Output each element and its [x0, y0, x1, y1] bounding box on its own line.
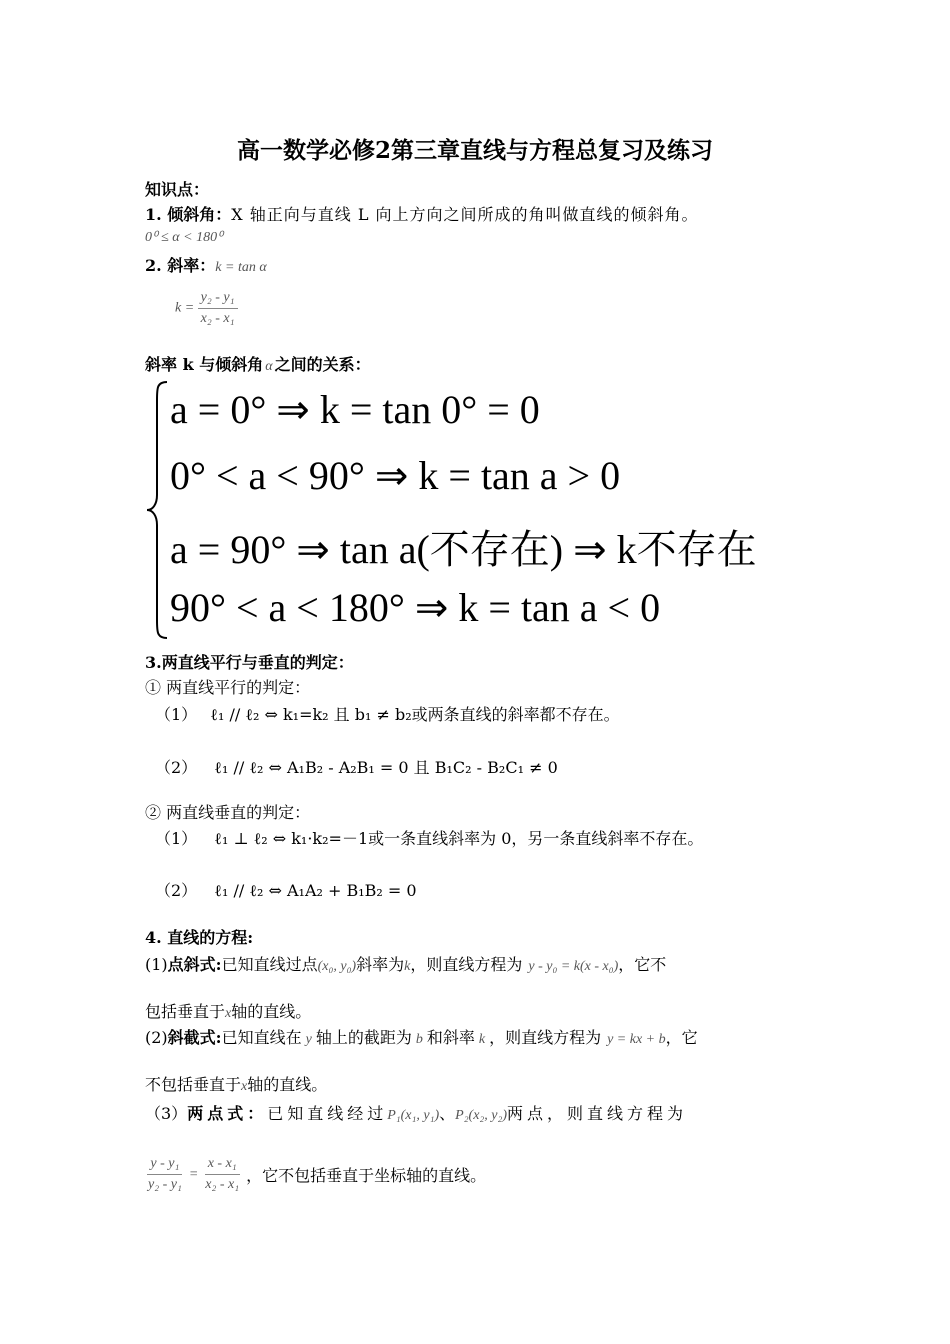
parallel-1-num: （1）	[155, 705, 198, 724]
relation-heading-b: 之间的关系：	[274, 355, 371, 374]
two-point-text-3: ，它不包括垂直于坐标轴的直线。	[246, 1166, 487, 1185]
perp-2-num: （2）	[155, 881, 198, 900]
slope-line	[145, 253, 267, 276]
slope-intercept-line-1	[145, 1025, 698, 1048]
slope-intercept-line-2	[145, 1072, 327, 1095]
two-point-label: 两点式：	[187, 1104, 268, 1123]
two-point-num: （3）	[145, 1104, 188, 1123]
slope-intercept-equation: y = kx + b	[607, 1032, 666, 1047]
perp-1-text: 或一条直线斜率为 0，另一条直线斜率不存在。	[368, 829, 704, 848]
two-point-text-1: 已知直线经过	[267, 1104, 388, 1123]
parallel-2-num: （2）	[155, 758, 198, 777]
point-slope-text-2: 斜率为	[356, 955, 405, 974]
two-point-p2: P₂(x₂, y₂)	[455, 1108, 508, 1123]
perpendicular-heading: ② 两直线垂直的判定：	[145, 803, 311, 822]
page-title: 高一数学必修2第三章直线与方程总复习及练习	[236, 137, 713, 164]
parallel-1-formula: ℓ₁ // ℓ₂ ⇔ k₁=k₂ 且 b₁ ≠ b₂	[210, 705, 412, 724]
inclination-label: 1. 倾斜角：	[145, 205, 232, 224]
point-slope-label: 点斜式:	[167, 955, 222, 974]
relation-heading-alpha: α	[265, 359, 273, 374]
two-point-rhs-den: x₂ - x₁	[205, 1177, 240, 1192]
perpendicular-criterion-2	[155, 878, 417, 901]
slope-intercept-num: (2)	[145, 1028, 168, 1047]
perpendicular-criterion-1	[155, 826, 703, 849]
slope-intercept-text-7: 轴的直线。	[247, 1075, 328, 1094]
two-point-lhs-den: y₂ - y₁	[148, 1177, 182, 1192]
relation-heading	[145, 352, 371, 375]
relation-case-4: 90° < a < 180° ⇒ k = tan a < 0	[170, 585, 661, 630]
relation-case-2: 0° < a < 90° ⇒ k = tan a > 0	[170, 453, 621, 498]
two-point-text-2: 两点，则直线方程为	[507, 1104, 688, 1123]
two-point-lhs-num: y - y₁	[147, 1156, 182, 1175]
point-slope-text-5: 包括垂直于	[145, 1002, 226, 1021]
slope-numerator: y₂ - y₁	[198, 290, 238, 309]
left-brace	[145, 380, 170, 640]
section3-heading: 3.两直线平行与垂直的判定：	[145, 653, 354, 672]
point-slope-k: k	[404, 959, 411, 974]
parallel-2-formula: ℓ₁ // ℓ₂ ⇔ A₁B₂ - A₂B₁ = 0 且 B₁C₂ - B₂C₁ ≠ 0	[214, 758, 558, 777]
slope-fraction	[198, 290, 238, 327]
parallel-1-text: 或两条直线的斜率都不存在。	[411, 705, 620, 724]
point-slope-num: (1)	[145, 955, 168, 974]
relation-heading-a: 斜率 k 与倾斜角	[145, 355, 264, 374]
slope-two-point-formula	[175, 290, 238, 327]
slope-intercept-text-6: 不包括垂直于	[145, 1075, 242, 1094]
perp-1-formula: ℓ₁ ⊥ ℓ₂ ⇔ k₁·k₂=－1	[214, 829, 369, 848]
inclination-range: 0⁰ ≤ α < 180⁰	[145, 230, 223, 245]
point-slope-text-1: 已知直线过点	[221, 955, 318, 974]
slope-intercept-text-5: ，它	[665, 1028, 698, 1047]
point-slope-equation: y - y₀ = k(x - x₀)	[528, 959, 619, 974]
slope-k: k =	[175, 300, 195, 316]
point-slope-line-2	[145, 999, 311, 1022]
slope-intercept-text-3: 和斜率	[426, 1028, 475, 1047]
perp-2-formula: ℓ₁ // ℓ₂ ⇔ A₁A₂ + B₁B₂ = 0	[214, 881, 417, 900]
slope-intercept-text-4: ，则直线方程为	[489, 1028, 602, 1047]
point-slope-x: x	[225, 1006, 232, 1021]
two-point-line-1	[145, 1101, 687, 1124]
point-slope-text-3: ，则直线方程为	[410, 955, 523, 974]
slope-denominator: x₂ - x₁	[200, 311, 235, 326]
inclination-line	[145, 202, 699, 225]
two-point-lhs	[145, 1156, 185, 1193]
slope-intercept-b: b	[415, 1032, 423, 1047]
slope-intercept-label: 斜截式:	[167, 1028, 222, 1047]
parallel-heading: ① 两直线平行的判定：	[145, 678, 311, 697]
section4-heading: 4. 直线的方程:	[145, 928, 254, 947]
point-slope-line-1	[145, 952, 666, 975]
two-point-p1: P₁(x₁, y₁)	[387, 1108, 440, 1123]
relation-case-1: a = 0° ⇒ k = tan 0° = 0	[170, 387, 540, 432]
two-point-rhs	[202, 1156, 242, 1193]
knowledge-heading: 知识点：	[145, 180, 210, 199]
relation-case-3: a = 90° ⇒ tan a(不存在) ⇒ k不存在	[170, 527, 757, 572]
slope-intercept-text-2: 轴上的截距为	[315, 1028, 412, 1047]
two-point-equation-line	[145, 1156, 486, 1193]
slope-intercept-k: k	[478, 1032, 486, 1047]
parallel-criterion-2	[155, 755, 558, 778]
parallel-criterion-1	[155, 702, 620, 725]
perp-1-num: （1）	[155, 829, 198, 848]
slope-intercept-y: y	[305, 1032, 312, 1047]
two-point-equals: =	[188, 1166, 199, 1182]
slope-tan-formula: k = tan α	[215, 260, 267, 275]
point-slope-text-6: 轴的直线。	[231, 1002, 312, 1021]
two-point-sep: 、	[439, 1104, 456, 1123]
point-slope-text-4: ，它不	[618, 955, 667, 974]
inclination-definition: X 轴正向与直线 L 向上方向之间所成的角叫做直线的倾斜角。	[231, 205, 699, 224]
two-point-rhs-num: x - x₁	[205, 1156, 240, 1175]
point-slope-point: (x₀, y₀)	[317, 959, 357, 974]
slope-label: 2. 斜率：	[145, 256, 216, 275]
slope-intercept-x: x	[241, 1079, 248, 1094]
slope-intercept-text-1: 已知直线在	[221, 1028, 302, 1047]
